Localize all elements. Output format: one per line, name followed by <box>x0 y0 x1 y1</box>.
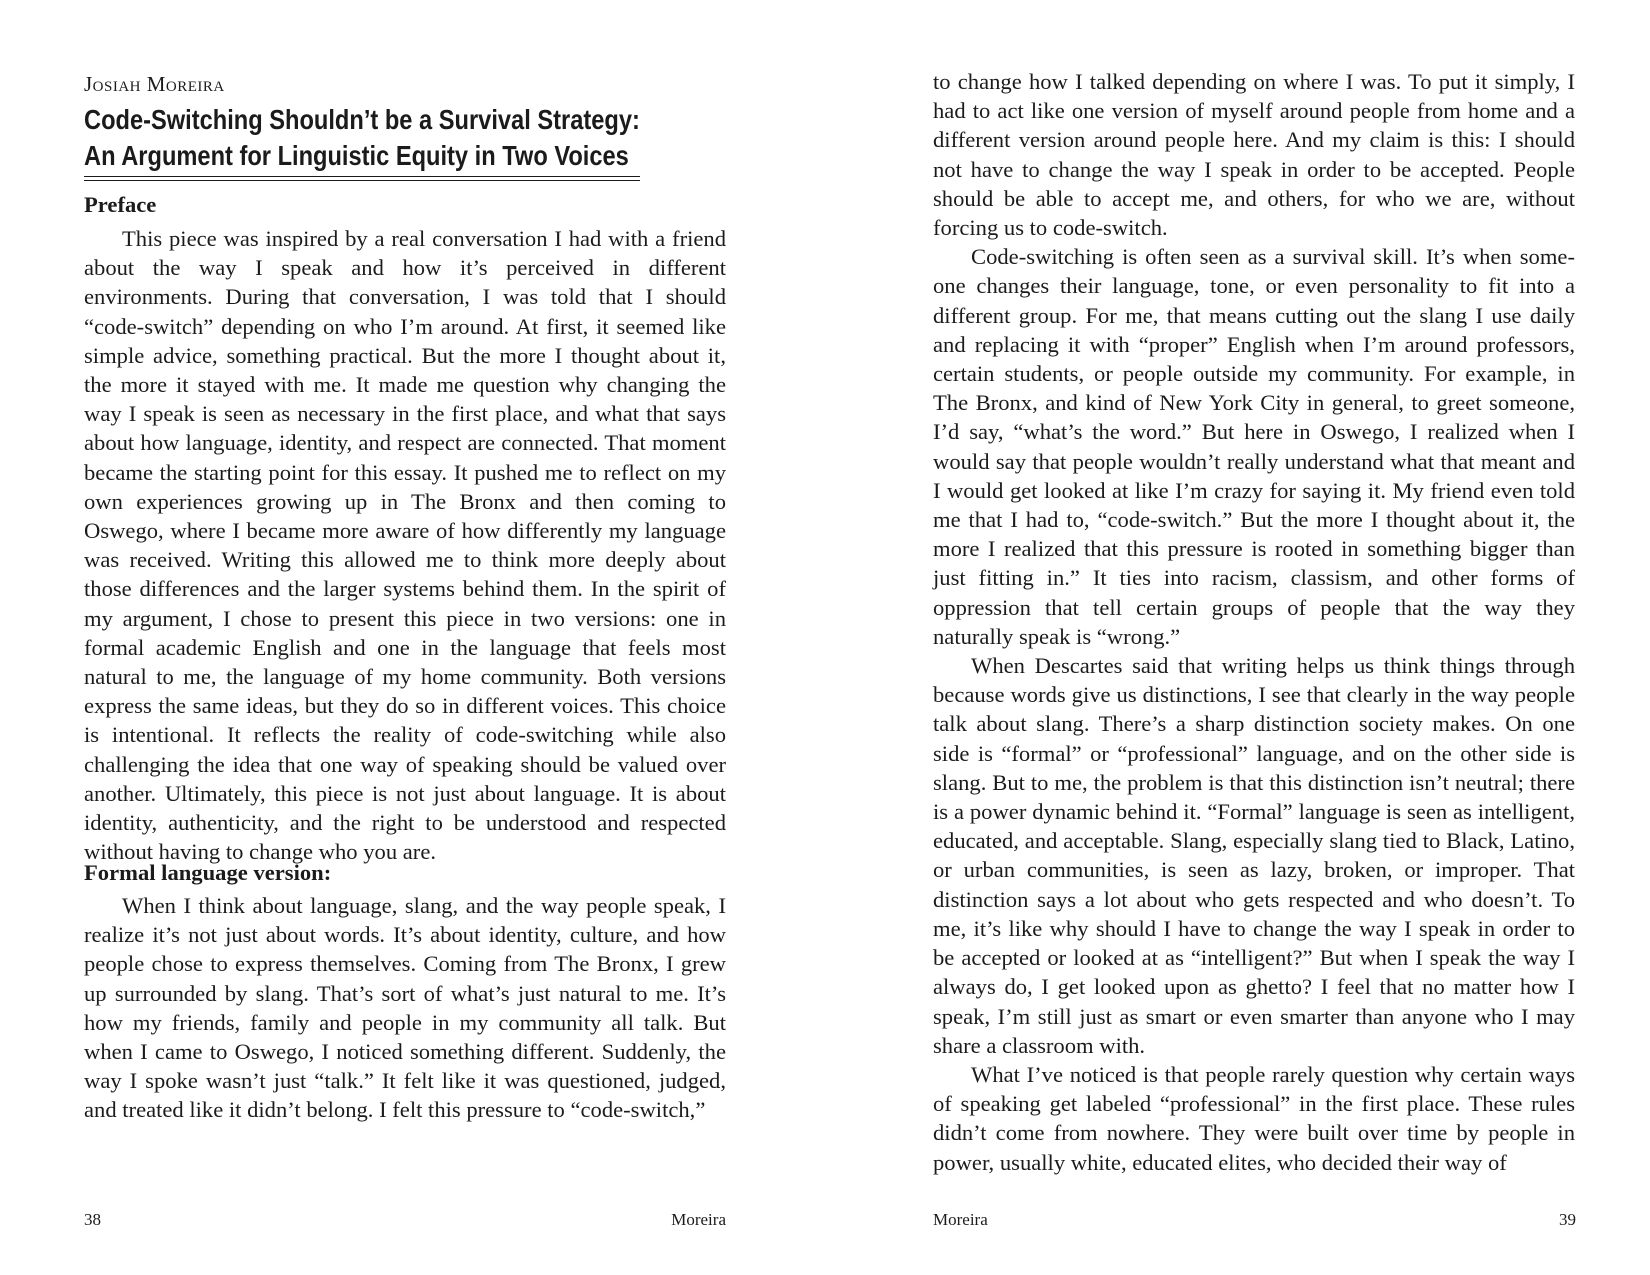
preface-paragraph: This piece was inspired by a real conversation I had with a friend about the way I speak and how it’s perceived in different environments. During that conversation, I was told that I should “code-switch” depending on who I’m around. At first, it seemed like simple advice, something practical. But the more I thought about it, the more it stayed with me. It made me question why changing the way I speak is seen as necessary in the first place, and what that says about how language, identity, and respect are connected. That moment became the starting point for this essay. It pushed me to reflect on my own experiences growing up in The Bronx and then coming to Oswego, where I became more aware of how differently my language was received. Writing this allowed me to think more deeply about those differences and the larger systems behind them. In the spirit of my argument, I chose to present this piece in two versions: one in formal academic English and one in the language that feels most natural to me, the language of my home community. Both versions express the same ideas, but they do so in different voices. This choice is intentional. It reflects the reality of code-switching while also challenging the idea that one way of speaking should be valued over another. Ultimately, this piece is not just about language. It is about identity, authenticity, and the right to be understood and respected without having to change who you are. <box>84 226 726 865</box>
running-footer-right: Moreira <box>933 1210 988 1229</box>
paragraph-descartes: When Descartes said that writing helps us think things through because words give us distinctions, I see that clearly in the way people talk about slang. There’s a sharp distinction society makes. On one side is “formal” or “professional” language, and on the other side is slang. But to me, the problem is that this distinction isn’t neutral; there is a power dynamic behind it. “Formal” language is seen as intelligent, educated, and acceptable. Slang, especially slang tied to Black, Latino, or urban communities, is seen as lazy, broken, or improper. That distinction says a lot about who gets respected and who doesn’t. To me, it’s like why should I have to change the way I speak in order to be accepted or looked at as “intelligent?” But when I speak the way I always do, I get looked upon as ghetto? I feel that no matter how I speak, I’m still just as smart or even smarter than anyone who I may share a classroom with. <box>933 653 1575 1058</box>
page-number-left: 38 <box>84 1210 101 1229</box>
right-page-body <box>933 67 1575 1177</box>
paragraph-professional: What I’ve noticed is that people rarely question why certain ways of speaking get labeled “professional” in the first place. These rules didn’t come from nowhere. They were built over time by people in power, usually white, educated elites, who decided their way of <box>933 1061 1575 1175</box>
title-line-1: Code-Switching Shouldn’t be a Survival Strategy: <box>84 104 640 135</box>
running-footer-left: Moreira <box>671 1210 726 1229</box>
title-line-2: An Argument for Linguistic Equity in Two Voices <box>84 140 629 171</box>
preface-body <box>84 224 726 866</box>
page-number-right: 39 <box>1559 1210 1576 1229</box>
article-title <box>84 102 640 174</box>
author-name: Josiah Moreira <box>84 72 225 96</box>
preface-heading: Preface <box>84 192 157 217</box>
formal-paragraph-1: When I think about language, slang, and the way people speak, I realize it’s not just about words. It’s about identity, culture, and how people chose to express themselves. Coming from The Bronx, I grew up surrounded by slang. That’s sort of what’s just natural to me. It’s how my friends, family and people in my community all talk. But when I came to Oswego, I noticed something different. Suddenly, the way I spoke wasn’t just “talk.” It felt like it was questioned, judged, and treated like it didn’t belong. I felt this pressure to “code-switch,” <box>84 893 726 1123</box>
paragraph-code-switching: Code-switching is often seen as a survival skill. It’s when someone changes their language, tone, or even personality to fit into a different group. For me, that means cutting out the slang I use daily and replacing it with “proper” English when I’m around professors, certain students, or people outside my community. For example, in The Bronx, and kind of New York City in general, to greet someone, I’d say, “what’s the word.” But here in Oswego, I realized when I would say that people wouldn’t really understand what that meant and I would get looked at like I’m crazy for saying it. My friend even told me that I had to, “code-switch.” But the more I thought about it, the more I realized that this pressure is rooted in something bigger than just fitting in.” It ties into racism, classism, and other forms of oppression that tell certain groups of people that the way they naturally speak is “wrong.” <box>933 244 1575 649</box>
formal-version-heading: Formal language version: <box>84 860 332 885</box>
right-page <box>825 0 1650 1275</box>
title-double-rule <box>84 176 640 181</box>
continued-paragraph: to change how I talked depending on where I was. To put it simply, I had to act like one version of myself around people from home and a different version around people here. And my claim is this: I should not have to change the way I speak in order to be accepted. People should be able to accept me, and others, for who we are, without forcing us to code-switch. <box>933 69 1575 241</box>
formal-version-body <box>84 891 726 1125</box>
